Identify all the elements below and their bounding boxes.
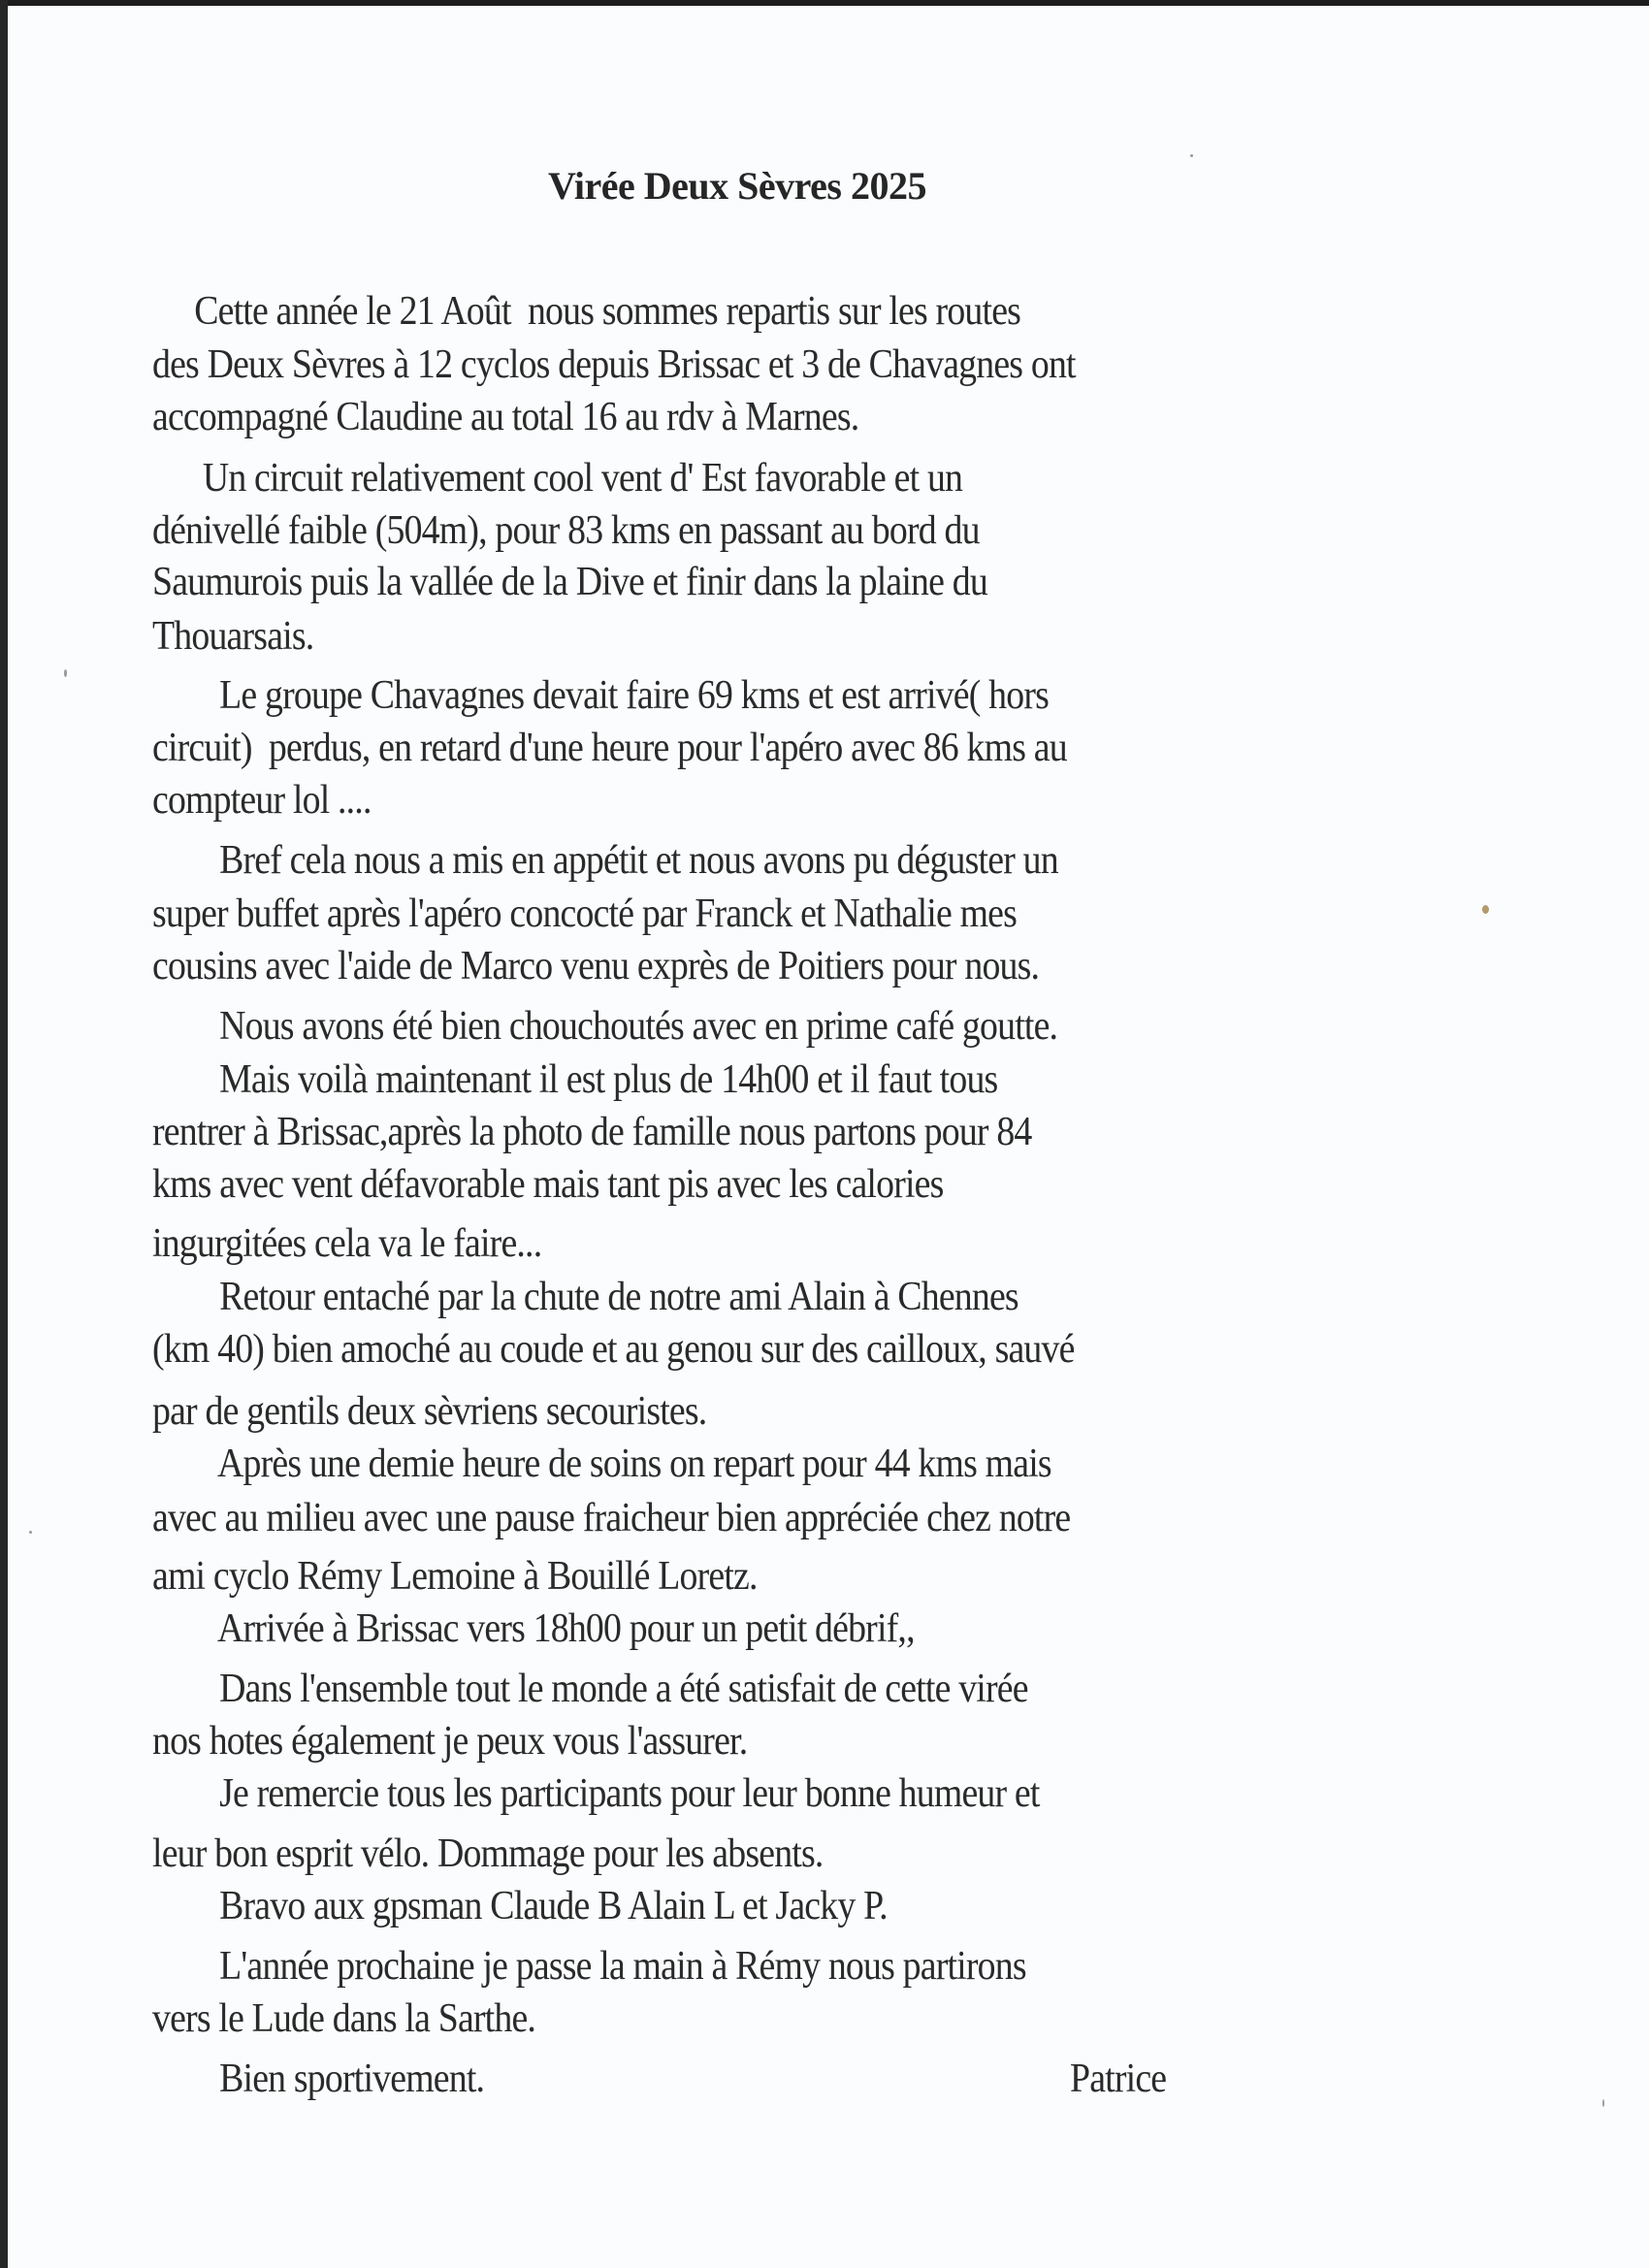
- body-line: leur bon esprit vélo. Dommage pour les absents.: [152, 1831, 824, 1876]
- scan-speck: [1482, 905, 1489, 914]
- scan-speck: [29, 1531, 32, 1534]
- body-line: des Deux Sèvres à 12 cyclos depuis Brissac et 3 de Chavagnes ont: [152, 342, 1076, 387]
- body-line: Un circuit relativement cool vent d' Est favorable et un: [152, 456, 963, 501]
- body-line: dénivellé faible (504m), pour 83 kms en passant au bord du: [152, 508, 980, 553]
- signature: Patrice: [1070, 2057, 1167, 2101]
- body-line: Dans l'ensemble tout le monde a été satisfait de cette virée: [152, 1667, 1028, 1711]
- body-line: (km 40) bien amoché au coude et au genou sur des cailloux, sauvé: [152, 1327, 1075, 1372]
- body-line: nos hotes également je peux vous l'assurer.: [152, 1719, 748, 1764]
- body-line: compteur lol ....: [152, 778, 372, 823]
- body-line: super buffet après l'apéro concocté par Franck et Nathalie mes: [152, 891, 1018, 936]
- body-line: accompagné Claudine au total 16 au rdv à Marnes.: [152, 395, 859, 439]
- body-line: kms avec vent défavorable mais tant pis avec les calories: [152, 1162, 944, 1207]
- scan-speck: [64, 669, 67, 677]
- scan-edge-top: [0, 0, 1649, 6]
- body-line: par de gentils deux sèvriens secouristes.: [152, 1389, 707, 1434]
- body-line: Bien sportivement.: [152, 2057, 485, 2101]
- body-line: ami cyclo Rémy Lemoine à Bouillé Loretz.: [152, 1554, 758, 1599]
- body-line: circuit) perdus, en retard d'une heure pour l'apéro avec 86 kms au: [152, 726, 1067, 770]
- body-line: Le groupe Chavagnes devait faire 69 kms et est arrivé( hors: [152, 673, 1050, 718]
- body-line: L'année prochaine je passe la main à Rémy nous partirons: [152, 1944, 1026, 1989]
- scan-speck: [1190, 154, 1193, 157]
- body-line: cousins avec l'aide de Marco venu exprès de Poitiers pour nous.: [152, 944, 1040, 988]
- body-line: Retour entaché par la chute de notre ami Alain à Chennes: [152, 1275, 1018, 1319]
- scan-speck: [1602, 2099, 1604, 2107]
- body-line: Thouarsais.: [152, 614, 314, 659]
- body-line: rentrer à Brissac,après la photo de famille nous partons pour 84: [152, 1110, 1032, 1154]
- body-line: Après une demie heure de soins on repart pour 44 kms mais: [152, 1442, 1051, 1486]
- body-line: Cette année le 21 Août nous sommes repartis sur les routes: [152, 289, 1021, 334]
- body-line: vers le Lude dans la Sarthe.: [152, 1996, 536, 2041]
- body-line: Arrivée à Brissac vers 18h00 pour un petit débrif,,: [152, 1606, 915, 1651]
- document-title: Virée Deux Sèvres 2025: [547, 164, 926, 208]
- body-line: avec au milieu avec une pause fraicheur bien appréciée chez notre: [152, 1496, 1071, 1540]
- body-line: Bref cela nous a mis en appétit et nous avons pu déguster un: [152, 838, 1058, 883]
- body-line: Nous avons été bien chouchoutés avec en prime café goutte.: [152, 1004, 1058, 1049]
- body-line: Saumurois puis la vallée de la Dive et finir dans la plaine du: [152, 560, 987, 604]
- body-line: Je remercie tous les participants pour leur bonne humeur et: [152, 1771, 1040, 1816]
- body-line: ingurgitées cela va le faire...: [152, 1221, 542, 1266]
- body-line: Bravo aux gpsman Claude B Alain L et Jacky P.: [152, 1884, 888, 1928]
- body-line: Mais voilà maintenant il est plus de 14h00 et il faut tous: [152, 1057, 998, 1102]
- scan-edge-left: [0, 0, 8, 2268]
